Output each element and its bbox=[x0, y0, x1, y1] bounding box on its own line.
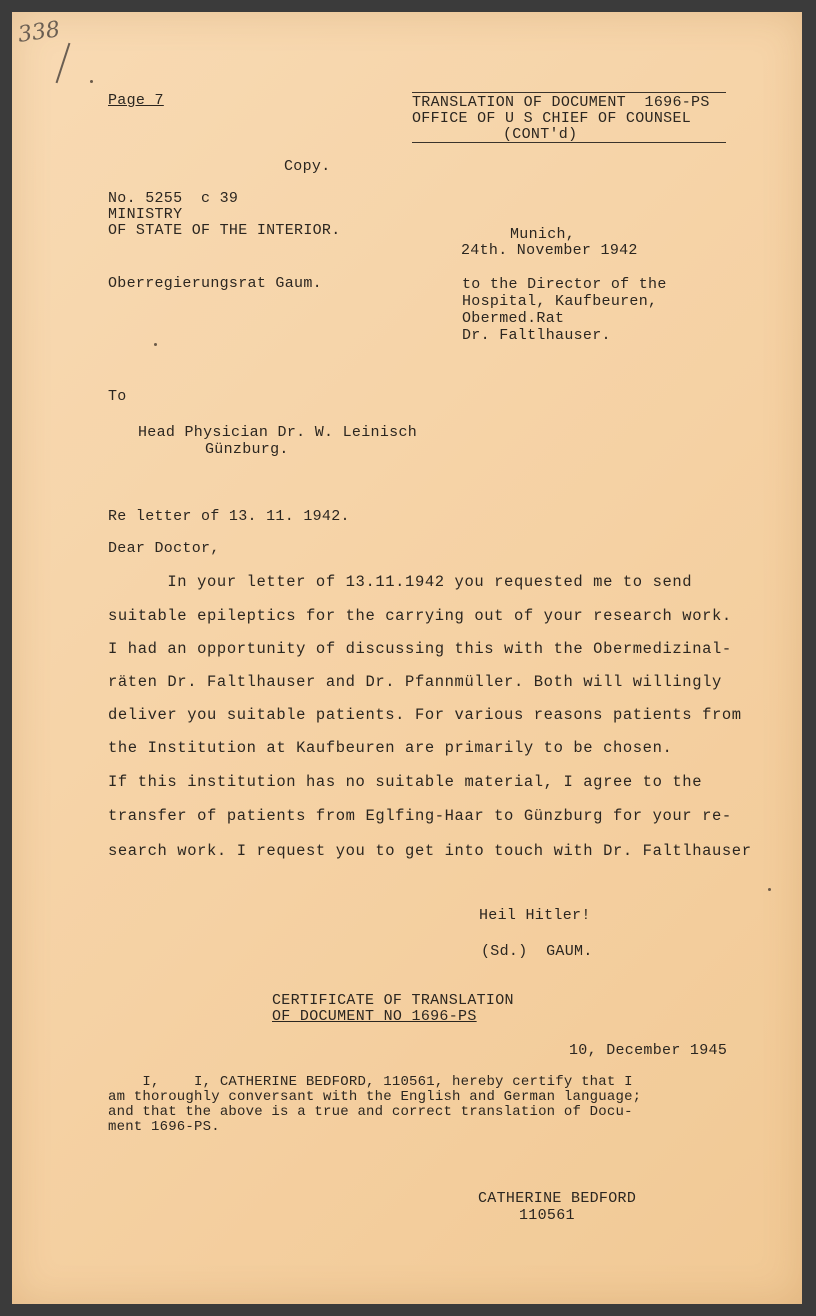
signer-name: CATHERINE BEDFORD bbox=[478, 1190, 637, 1207]
cc-line-1: to the Director of the bbox=[462, 276, 667, 293]
ministry-line-2: OF STATE OF THE INTERIOR. bbox=[108, 222, 341, 239]
cc-line-4: Dr. Faltlhauser. bbox=[462, 327, 611, 344]
document-page bbox=[12, 12, 802, 1304]
header-line-2: OFFICE OF U S CHIEF OF COUNSEL bbox=[412, 110, 692, 127]
certificate-text-line: I, I, CATHERINE BEDFORD, 110561, hereby certify that I bbox=[108, 1074, 633, 1090]
certificate-text-line: and that the above is a true and correct translation of Docu- bbox=[108, 1104, 633, 1120]
header-top-rule bbox=[412, 92, 726, 93]
certificate-text-line: am thoroughly conversant with the English and German language; bbox=[108, 1089, 642, 1105]
paper-speck bbox=[768, 888, 771, 891]
place: Munich, bbox=[510, 226, 576, 243]
reference-number: No. 5255 c 39 bbox=[108, 190, 239, 207]
closing: Heil Hitler! bbox=[479, 907, 591, 924]
certificate-title-2: OF DOCUMENT NO 1696-PS bbox=[272, 1008, 477, 1025]
certificate-title-1: CERTIFICATE OF TRANSLATION bbox=[272, 992, 514, 1009]
paper-speck bbox=[154, 343, 157, 346]
body-line: deliver you suitable patients. For various reasons patients from bbox=[108, 706, 742, 724]
re-line: Re letter of 13. 11. 1942. bbox=[108, 508, 350, 525]
recipient-line-1: Head Physician Dr. W. Leinisch bbox=[138, 424, 418, 441]
page-label: Page 7 bbox=[108, 92, 164, 109]
certificate-date: 10, December 1945 bbox=[569, 1042, 728, 1059]
body-line: räten Dr. Faltlhauser and Dr. Pfannmüller. Both will willingly bbox=[108, 673, 722, 691]
archive-number: 338 bbox=[16, 17, 62, 48]
body-line: search work. I request you to get into touch with Dr. Faltlhauser bbox=[108, 842, 752, 860]
letter-date: 24th. November 1942 bbox=[461, 242, 638, 259]
copy-label: Copy. bbox=[284, 158, 331, 175]
pencil-stroke bbox=[56, 43, 71, 84]
header-line-1: TRANSLATION OF DOCUMENT 1696-PS bbox=[412, 94, 710, 111]
body-line: transfer of patients from Eglfing-Haar to Günzburg for your re- bbox=[108, 807, 732, 825]
header-bottom-rule bbox=[412, 142, 726, 143]
signature: (Sd.) GAUM. bbox=[481, 943, 593, 960]
signer-number: 110561 bbox=[519, 1207, 575, 1224]
header-line-3: (CONT'd) bbox=[503, 126, 578, 143]
body-line: If this institution has no suitable material, I agree to the bbox=[108, 773, 703, 791]
ministry-line-1: MINISTRY bbox=[108, 206, 183, 223]
sender: Oberregierungsrat Gaum. bbox=[108, 275, 322, 292]
cc-line-2: Hospital, Kaufbeuren, bbox=[462, 293, 658, 310]
body-line: I had an opportunity of discussing this with the Obermedizinal- bbox=[108, 640, 732, 658]
paper-speck bbox=[90, 80, 93, 83]
body-line: In your letter of 13.11.1942 you requested me to send bbox=[108, 573, 693, 591]
recipient-line-2: Günzburg. bbox=[205, 441, 289, 458]
body-line: suitable epileptics for the carrying out of your research work. bbox=[108, 607, 732, 625]
salutation: Dear Doctor, bbox=[108, 540, 220, 557]
to-label: To bbox=[108, 388, 127, 405]
certificate-text-line: ment 1696-PS. bbox=[108, 1119, 220, 1135]
cc-line-3: Obermed.Rat bbox=[462, 310, 565, 327]
body-line: the Institution at Kaufbeuren are primarily to be chosen. bbox=[108, 739, 673, 757]
